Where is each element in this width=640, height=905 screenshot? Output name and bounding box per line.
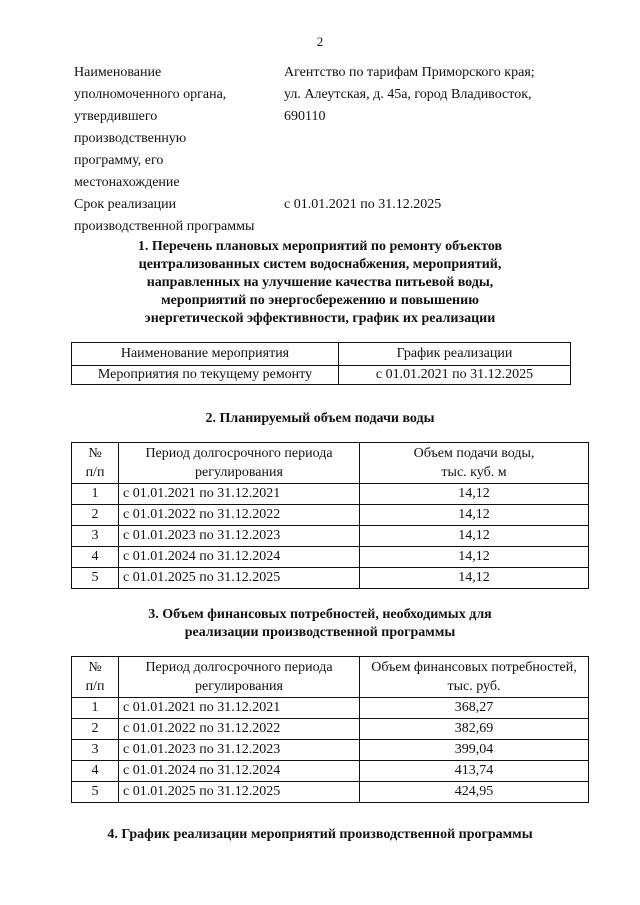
- org-label-line: производственную: [74, 131, 187, 146]
- header-line: Объем подачи воды,: [413, 446, 535, 461]
- heading-line: реализации производственной программы: [184, 625, 456, 640]
- cell-finance: 382,69: [360, 719, 589, 740]
- cell-number: 1: [72, 484, 119, 505]
- cell-period: с 01.01.2024 по 31.12.2024: [119, 547, 360, 568]
- org-value-line: ул. Алеутская, д. 45а, город Владивосток,: [284, 87, 532, 102]
- cell-period: с 01.01.2022 по 31.12.2022: [119, 719, 360, 740]
- cell-finance: 399,04: [360, 740, 589, 761]
- cell-number: 3: [72, 526, 119, 547]
- org-label-line: утвердившего: [74, 109, 158, 124]
- term-label-line: Срок реализации: [74, 197, 177, 212]
- cell-schedule: с 01.01.2021 по 31.12.2025: [339, 366, 571, 385]
- cell-period: с 01.01.2023 по 31.12.2023: [119, 740, 360, 761]
- cell-period: с 01.01.2024 по 31.12.2024: [119, 761, 360, 782]
- cell-activity: Мероприятия по текущему ремонту: [72, 366, 339, 385]
- table-row: [72, 526, 589, 547]
- heading-line: 2. Планируемый объем подачи воды: [205, 411, 435, 426]
- table-row: [72, 505, 589, 526]
- cell-finance: 413,74: [360, 761, 589, 782]
- table-row: [72, 547, 589, 568]
- heading-line: 1. Перечень плановых мероприятий по ремонту объектов: [137, 239, 503, 254]
- heading-line: централизованных систем водоснабжения, мероприятий,: [138, 257, 502, 272]
- table-row: [72, 484, 589, 505]
- cell-number: 4: [72, 547, 119, 568]
- table-row: [72, 761, 589, 782]
- header-number: [72, 443, 119, 484]
- cell-number: 3: [72, 740, 119, 761]
- header-activity: Наименование мероприятия: [72, 343, 339, 366]
- header-line: п/п: [85, 679, 105, 694]
- table-row: [72, 719, 589, 740]
- heading-line: 4. График реализации мероприятий производственной программы: [107, 827, 533, 842]
- cell-number: 5: [72, 568, 119, 589]
- heading-line: энергетической эффективности, график их реализации: [144, 311, 496, 326]
- table-row: [72, 782, 589, 803]
- cell-volume: 14,12: [360, 484, 589, 505]
- section1-heading: [0, 238, 640, 328]
- header-line: п/п: [85, 465, 105, 480]
- cell-finance: 368,27: [360, 698, 589, 719]
- section4-heading: [0, 826, 640, 844]
- table-header-row: [72, 657, 589, 698]
- header-line: Период долгосрочного периода: [145, 446, 333, 461]
- cell-number: 2: [72, 505, 119, 526]
- header-line: тыс. руб.: [447, 679, 501, 694]
- page-number: 2: [316, 34, 324, 49]
- org-label: [74, 62, 284, 194]
- term-label-line: производственной программы: [74, 219, 255, 234]
- cell-number: 4: [72, 761, 119, 782]
- water-volume-table: [71, 442, 589, 589]
- cell-period: с 01.01.2025 по 31.12.2025: [119, 568, 360, 589]
- table-row: [72, 740, 589, 761]
- header-line: Период долгосрочного периода: [145, 660, 333, 675]
- header-period: [119, 657, 360, 698]
- cell-number: 1: [72, 698, 119, 719]
- org-label-line: местонахождение: [74, 175, 180, 190]
- header-line: Объем финансовых потребностей,: [371, 660, 577, 675]
- header-finance: [360, 657, 589, 698]
- org-value-line: Агентство по тарифам Приморского края;: [284, 65, 535, 80]
- cell-period: с 01.01.2025 по 31.12.2025: [119, 782, 360, 803]
- info-block: [74, 62, 574, 238]
- term-value-line: с 01.01.2021 по 31.12.2025: [284, 197, 442, 212]
- heading-line: 3. Объем финансовых потребностей, необходимых для: [148, 607, 492, 622]
- term-label: [74, 194, 284, 238]
- header-volume: [360, 443, 589, 484]
- org-row: [74, 62, 574, 194]
- header-number: [72, 657, 119, 698]
- cell-period: с 01.01.2021 по 31.12.2021: [119, 698, 360, 719]
- financial-needs-table: [71, 656, 589, 803]
- header-period: [119, 443, 360, 484]
- cell-volume: 14,12: [360, 547, 589, 568]
- header-line: №: [88, 446, 102, 461]
- table-row: [72, 366, 571, 385]
- term-value: [284, 194, 574, 238]
- cell-volume: 14,12: [360, 568, 589, 589]
- cell-period: с 01.01.2021 по 31.12.2021: [119, 484, 360, 505]
- cell-number: 5: [72, 782, 119, 803]
- org-label-line: программу, его: [74, 153, 164, 168]
- table-header-row: [72, 443, 589, 484]
- header-line: регулирования: [195, 465, 283, 480]
- cell-volume: 14,12: [360, 526, 589, 547]
- section3-heading: [0, 606, 640, 642]
- cell-finance: 424,95: [360, 782, 589, 803]
- section2-heading: [0, 410, 640, 428]
- header-line: регулирования: [195, 679, 283, 694]
- cell-period: с 01.01.2022 по 31.12.2022: [119, 505, 360, 526]
- org-value-line: 690110: [284, 109, 326, 124]
- cell-volume: 14,12: [360, 505, 589, 526]
- org-label-line: уполномоченного органа,: [74, 87, 227, 102]
- heading-line: мероприятий по энергосбережению и повышению: [161, 293, 479, 308]
- header-line: тыс. куб. м: [441, 465, 507, 480]
- term-row: [74, 194, 574, 238]
- header-line: №: [88, 660, 102, 675]
- cell-number: 2: [72, 719, 119, 740]
- activities-table: [71, 342, 571, 385]
- heading-line: направленных на улучшение качества питьевой воды,: [146, 275, 494, 290]
- table-row: [72, 568, 589, 589]
- table-row: [72, 698, 589, 719]
- org-label-line: Наименование: [74, 65, 162, 80]
- org-value: [284, 62, 574, 194]
- table-header-row: [72, 343, 571, 366]
- cell-period: с 01.01.2023 по 31.12.2023: [119, 526, 360, 547]
- header-schedule: График реализации: [339, 343, 571, 366]
